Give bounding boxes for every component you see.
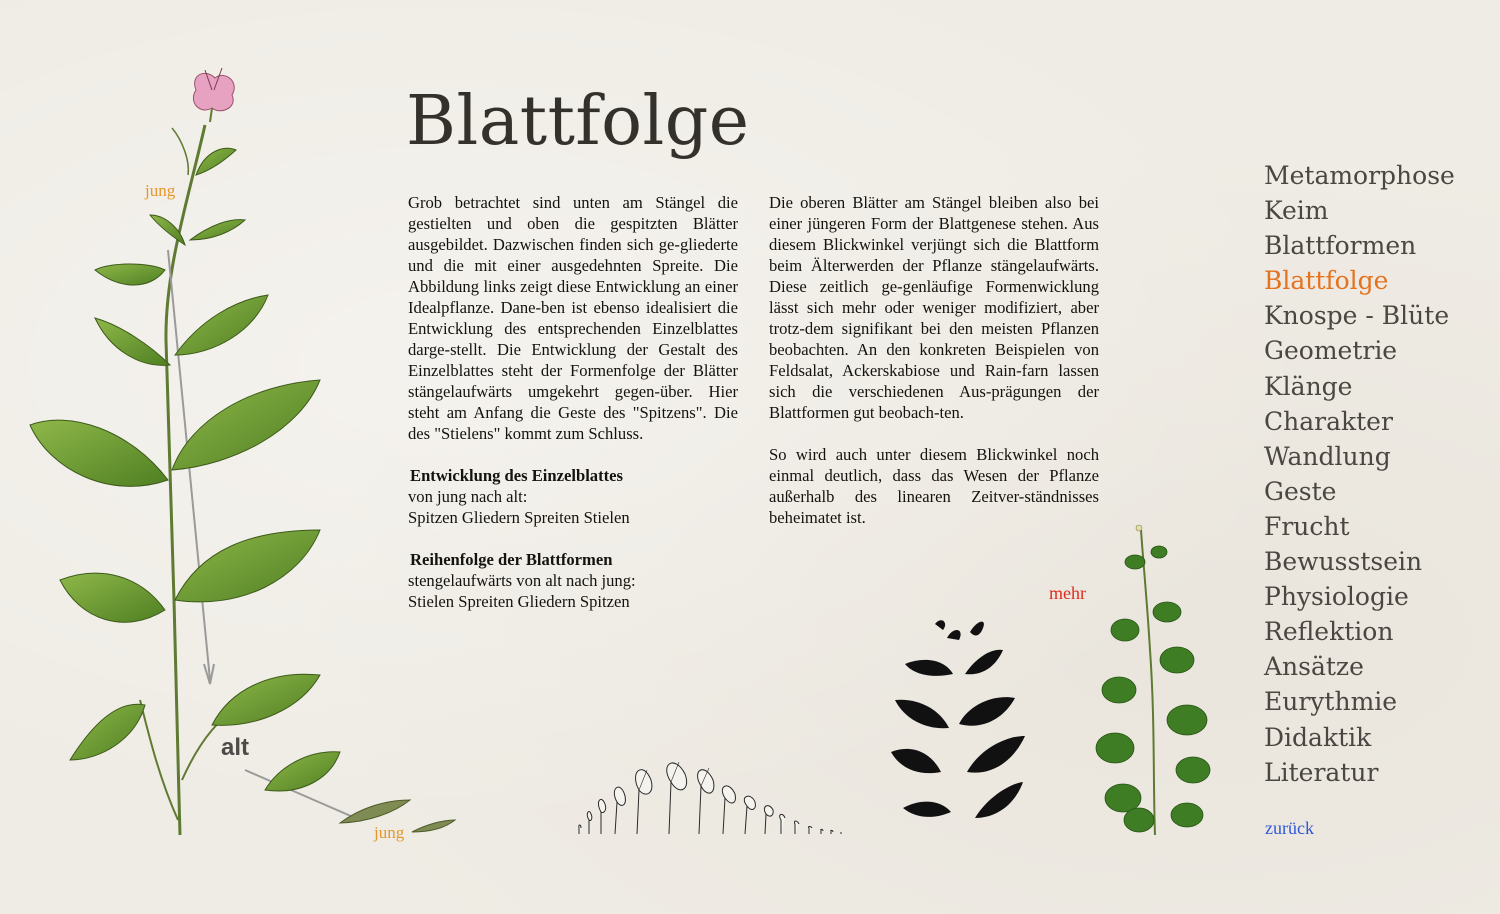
nav-item-eurythmie[interactable]: Eurythmie <box>1264 687 1398 717</box>
section-heading-einzelblatt: Entwicklung des Einzelblattes <box>410 466 623 485</box>
section-text-reihenfolge-1: stengelaufwärts von alt nach jung: <box>408 571 636 590</box>
leaf-silhouettes <box>885 612 1035 832</box>
label-jung-bottom: jung <box>374 823 405 842</box>
section-heading-reihenfolge: Reihenfolge der Blattformen <box>410 550 613 569</box>
nav-item-geometrie[interactable]: Geometrie <box>1264 336 1398 366</box>
nav-item-klaenge[interactable]: Klänge <box>1264 371 1353 401</box>
intro-paragraph: Grob betrachtet sind unten am Stängel die gestielten und oben die gespitzten Blätter ausgebildet. Dazwischen finden sich ge-gliederte und die mit einer ausgedehnten Spreite. Die Abbildung links zeigt diese Entwicklung an einer Idealpflanze. Dane-ben ist ebenso idealisiert die Entwicklung des entsprechenden Einzelblattes darge-stellt. Die Entwicklung der Gestalt des Einzelblattes steht der Formenfolge der Blätter stängelaufwärts umgekehrt gegen-über. Hier steht am Anfang die Geste des "Spitzens". Die des "Stielens" kommt zum Schluss. <box>408 193 738 443</box>
page-title: Blattfolge <box>406 82 750 161</box>
back-link[interactable]: zurück <box>1265 818 1314 838</box>
nav-item-bewusstsein[interactable]: Bewusstsein <box>1264 547 1423 577</box>
nav-item-frucht[interactable]: Frucht <box>1264 511 1350 541</box>
nav-item-wandlung[interactable]: Wandlung <box>1264 441 1391 471</box>
nav-item-geste[interactable]: Geste <box>1264 476 1337 506</box>
nav-item-didaktik[interactable]: Didaktik <box>1264 722 1372 752</box>
paragraph-wesen-der-pflanze: So wird auch unter diesem Blickwinkel noch einmal deutlich, dass das Wesen der Pflanze außerhalb des linearen Zeitver-ständnisses beheimatet ist. <box>769 445 1099 527</box>
nav-item-blattfolge[interactable]: Blattfolge <box>1264 266 1389 296</box>
sidebar-nav <box>1264 158 1494 790</box>
label-alt: alt <box>221 734 250 761</box>
nav-item-reflektion[interactable]: Reflektion <box>1264 617 1394 647</box>
label-jung-top: jung <box>145 181 176 200</box>
section-text-einzelblatt-2: Spitzen Gliedern Spreiten Stielen <box>408 508 630 527</box>
idealized-plant-illustration <box>0 0 470 914</box>
nav-item-metamorphose[interactable]: Metamorphose <box>1264 161 1455 190</box>
single-leaf-development-sequence <box>575 758 855 838</box>
small-plant-illustration <box>1095 520 1225 840</box>
nav-item-charakter[interactable]: Charakter <box>1264 406 1393 436</box>
nav-item-literatur[interactable]: Literatur <box>1264 757 1379 787</box>
text-column-right <box>769 192 1099 528</box>
nav-item-knospe-bluete[interactable]: Knospe - Blüte <box>1264 301 1450 331</box>
text-column-left <box>408 192 738 612</box>
nav-item-physiologie[interactable]: Physiologie <box>1264 582 1409 612</box>
nav-item-blattformen[interactable]: Blattformen <box>1264 231 1417 261</box>
mehr-link[interactable]: mehr <box>1049 583 1086 603</box>
nav-item-ansaetze[interactable]: Ansätze <box>1264 652 1364 682</box>
section-text-einzelblatt-1: von jung nach alt: <box>408 487 528 506</box>
nav-item-keim[interactable]: Keim <box>1264 196 1329 226</box>
paragraph-oberen-blaetter: Die oberen Blätter am Stängel bleiben also bei einer jüngeren Form der Blattgenese stehen. Aus diesem Blickwinkel verjüngt sich die Blattform beim Älterwerden der Pflanze stängelaufwärts. Diese zeitlich ge-genläufige Formenwicklung lässt sich mehr oder weniger modifiziert, aber trotz-dem signifikant bei den meisten Pflanzen beobachten. An den konkreten Beispielen von Feldsalat, Ackerskabiose und Rain-farn lassen sich die verschiedenen Aus-prägungen der Blattformen gut beobach-ten. <box>769 193 1099 422</box>
section-text-reihenfolge-2: Stielen Spreiten Gliedern Spitzen <box>408 592 630 611</box>
